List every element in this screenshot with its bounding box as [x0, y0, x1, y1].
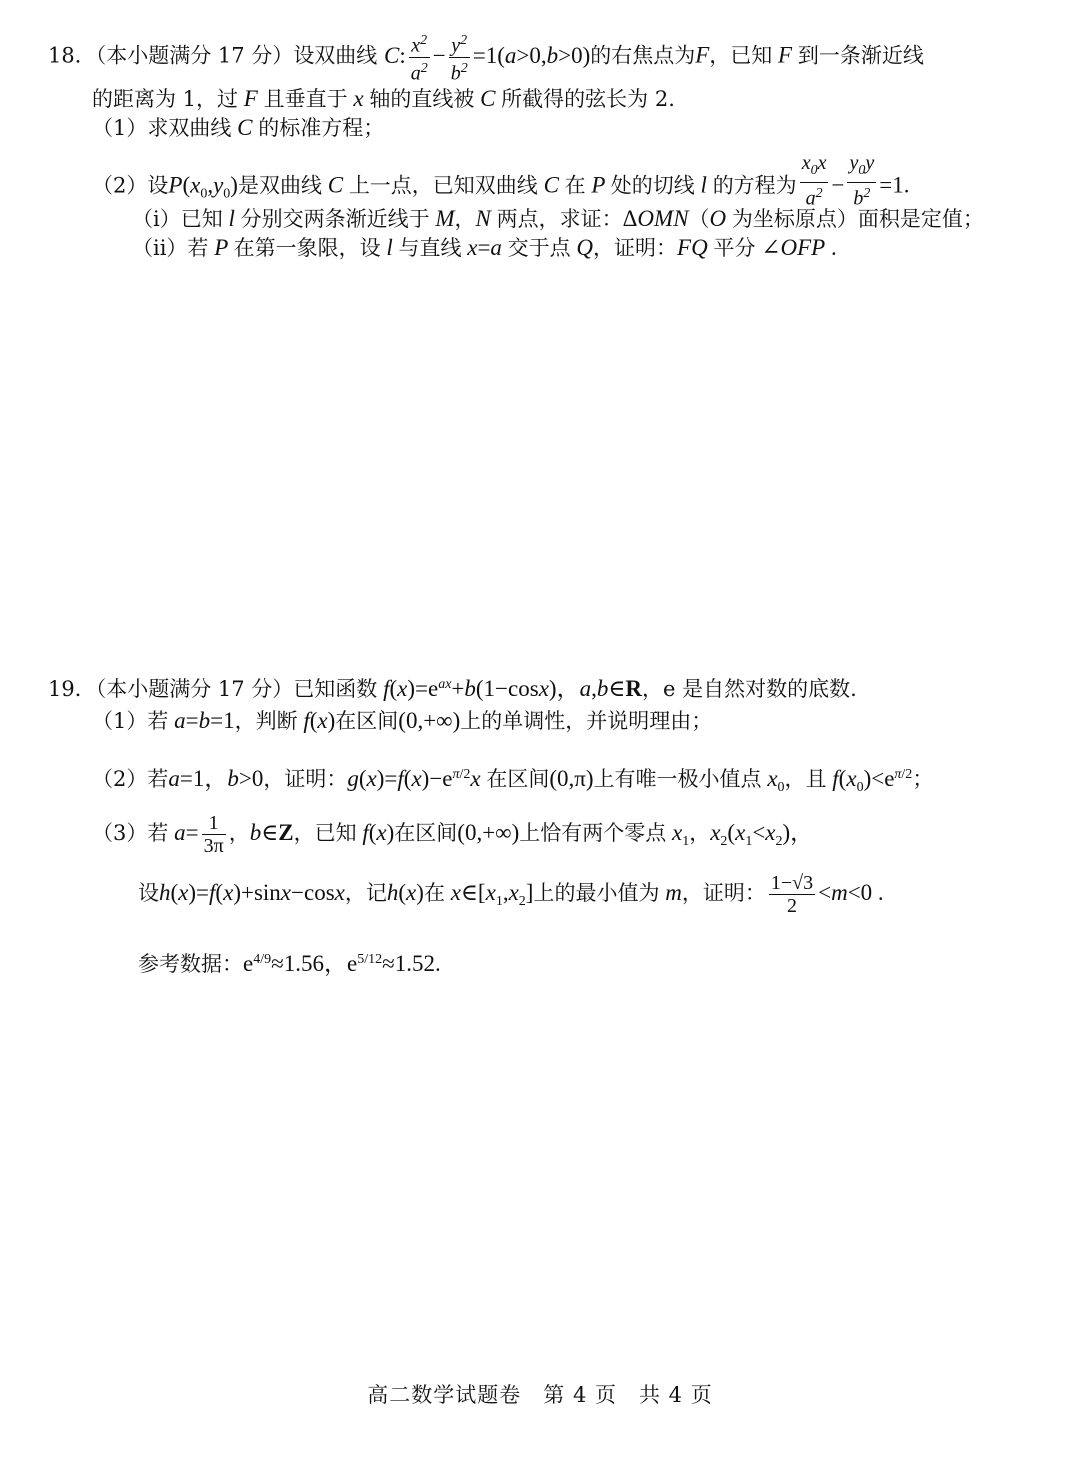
q18-i-a: （i）已知: [132, 207, 223, 231]
q18-p1a: （1）求双曲线: [92, 116, 232, 140]
q19-p1d: 上的单调性，并说明理由；: [460, 709, 713, 733]
page-footer: 高二数学试题卷 第 4 页 共 4 页: [367, 1383, 713, 1407]
q19-ref-val1: ≈1.56，: [271, 951, 347, 976]
q19-p3l2e: ，证明：: [681, 881, 766, 905]
q18-ii-d: 交于点: [507, 236, 571, 260]
q19-part2: （2）若a=1，b>0，证明：$g(x)=f(x)-e^{\pi/2}x$ 在区间(0,π)上有唯一极小值点 $x_0$，且 $f(x_0)<e^{\pi/2}$；: [92, 766, 934, 796]
q18-condition: 的右焦点为: [590, 43, 696, 68]
focus-f: F: [695, 42, 710, 68]
q18-i-b: 分别交两条渐近线于: [240, 207, 430, 231]
q18-ii-b: 在第一象限，设: [233, 236, 381, 260]
q19-p2c: 在区间: [486, 767, 550, 791]
q19-p3a: （3）若: [92, 821, 169, 845]
q18-l2d: 所截得的弦长为 2.: [501, 87, 675, 111]
q19-p3l2d: 上的最小值为: [533, 881, 660, 905]
q18-line2: 的距离为 1，过 F 且垂直于 x 轴的直线被 C 所截得的弦长为 2.: [92, 86, 675, 111]
q18-p1b: 的标准方程；: [258, 116, 385, 140]
q19-p1b: ，判断: [234, 709, 298, 733]
q19-p3b: ，已知: [293, 821, 357, 845]
q19-p1c: 在区间: [335, 709, 399, 733]
q18-p2f: 的方程为: [712, 173, 797, 198]
q19-points: （本小题满分 17 分）: [95, 677, 294, 701]
q18-ii-f: 平分: [713, 236, 756, 260]
q18-i-e: 为坐标原点）面积是定值；: [731, 207, 984, 231]
q19-number: 19．: [48, 677, 96, 701]
q19-p3c: 在区间: [394, 821, 458, 845]
q19-ref-label: 参考数据：: [138, 952, 243, 976]
q18-intro: 设双曲线: [293, 43, 378, 68]
q18-sub-i: （i）已知 l 分别交两条渐近线于 M，N 两点，求证：ΔOMN（O 为坐标原点）面积是定值；: [132, 206, 984, 231]
q18-p2d: 在: [564, 173, 586, 198]
q19-line1: 19．（本小题满分 17 分）已知函数 $f(x)=e^{ax}+b(1-\cos x)$，a,b∈R，e 是自然对数的底数.: [48, 676, 857, 701]
q18-sub-ii: （ii）若 P 在第一象限，设 l 与直线 x=a 交于点 Q，证明：FQ 平分 ∠OFP .: [132, 235, 837, 260]
q18-distance: 到一条渐近线: [797, 43, 924, 68]
q18-number: 18．: [48, 43, 96, 68]
q18-points: （本小题满分 17 分）: [95, 43, 294, 68]
q19-ref-val2: ≈1.52.: [382, 951, 441, 976]
q18-l2a: 的距离为 1，过: [92, 87, 239, 111]
q18-part1: （1）求双曲线 C 的标准方程；: [92, 115, 385, 140]
q18-part2: （2）设$P(x_0,y_0)$是双曲线 C 上一点，已知双曲线 C 在 P 处的切线 l 的方程为 $\frac{x_0x}{a^2}$ − $\frac{y_0y}{b^2}$ =1.: [92, 152, 910, 210]
q19-p2e: ，且: [784, 767, 827, 791]
q19-p3l2b: ，记: [344, 881, 387, 905]
q18-p2b: 是双曲线: [237, 173, 322, 198]
q19-p3d: 上恰有两个零点: [519, 821, 667, 845]
q19-reference: 参考数据：$e^{4/9}\approx 1.56$，$e^{5/12}\approx 1.52$.: [138, 951, 441, 976]
q18-ii-c: 与直线: [398, 236, 462, 260]
q19-part3-line2: 设h(x)=f(x)+sinx−cosx，记h(x)在 $x\in[x_1,x_2]$上的最小值为 m，证明： $\frac{1-√3}{2}$ <m<0 .: [138, 872, 884, 917]
q19-p3l2c: 在: [423, 881, 445, 905]
q19-p2a: （2）若: [92, 767, 169, 791]
q19-p3l2a: 设: [138, 881, 159, 905]
q18-ii-a: （ii）若: [132, 236, 209, 260]
q18-p2c: 上一点，已知双曲线: [348, 173, 538, 198]
q19-p2d: 上有唯一极小值点: [593, 767, 762, 791]
q18-i-c: 两点，求证：: [496, 207, 623, 231]
q18-known: ，已知: [709, 43, 773, 68]
hyperbola-equation: C: $\frac{x^2}{a^2}$ − $\frac{y^2}{b^2}$ =1(a>0,b>0): [384, 44, 590, 68]
q19-part1: （1）若 a=b=1，判断 f(x)在区间(0,+∞)上的单调性，并说明理由；: [92, 708, 713, 733]
q18-line1: 18．（本小题满分 17 分）设双曲线 C: $\frac{x^2}{a^2}$ − $\frac{y^2}{b^2}$ =1(a>0,b>0)的右焦点为F，已知 F 到一条渐近线: [48, 30, 924, 84]
q19-intro-end: ，e 是自然对数的底数.: [641, 677, 857, 701]
q18-p2a: （2）设: [92, 173, 169, 198]
q18-p2e: 处的切线: [610, 173, 695, 198]
q19-p2b: ，证明：: [263, 767, 348, 791]
q19-part3: （3）若 a= $\frac{1}{3\pi}$ ，b∈Z，已知 f(x)在区间(0,+∞)上恰有两个零点 $x_1$，$x_2(x_1<x_2)$，: [92, 812, 814, 857]
q18-l2b: 且垂直于: [263, 87, 348, 111]
q18-l2c: 轴的直线被: [369, 87, 475, 111]
q18-i-d: （: [688, 207, 710, 231]
q18-ii-e: ，证明：: [593, 236, 678, 260]
q19-p1a: （1）若: [92, 709, 169, 733]
q19-intro: 已知函数: [293, 677, 378, 701]
